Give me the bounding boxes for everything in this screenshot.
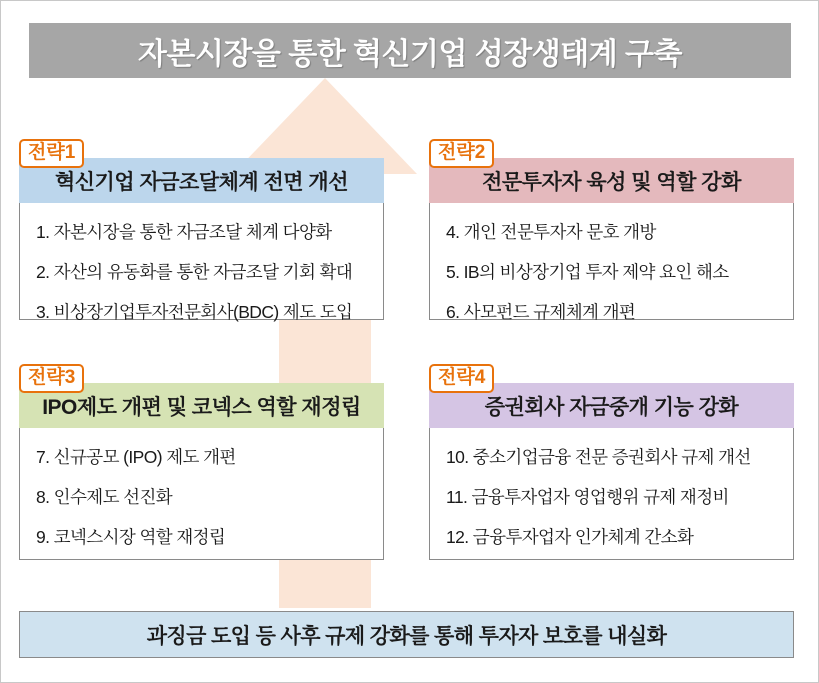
- footer-banner: [19, 611, 794, 658]
- list-item: 6. 사모펀드 규제체계 개편: [446, 302, 636, 322]
- list-item: 4. 개인 전문투자자 문호 개방: [446, 222, 656, 242]
- strategy-badge-2: 전략2: [429, 139, 494, 168]
- strategy-heading-4: 증권회사 자금중개 기능 강화: [429, 383, 794, 428]
- strategy-items-2: [429, 203, 794, 320]
- strategy-badge-1: 전략1: [19, 139, 84, 168]
- list-item: 12. 금융투자업자 인가체계 간소화: [446, 527, 694, 547]
- list-item: 8. 인수제도 선진화: [36, 487, 173, 507]
- strategy-items-3: [19, 428, 384, 560]
- footer-text: 과징금 도입 등 사후 규제 강화를 통해 투자자 보호를 내실화: [146, 624, 667, 648]
- list-item: 1. 자본시장을 통한 자금조달 체계 다양화: [36, 222, 332, 242]
- diagram-title-bar: [29, 23, 791, 78]
- list-item: 5. IB의 비상장기업 투자 제약 요인 해소: [446, 262, 729, 282]
- list-item: 11. 금융투자업자 영업행위 규제 재정비: [446, 487, 729, 507]
- strategy-badge-4: 전략4: [429, 364, 494, 393]
- list-item: 9. 코넥스시장 역할 재정립: [36, 527, 226, 547]
- list-item: 10. 중소기업금융 전문 증권회사 규제 개선: [446, 447, 751, 467]
- strategy-heading-3: IPO제도 개편 및 코넥스 역할 재정립: [19, 383, 384, 428]
- strategy-heading-2: 전문투자자 육성 및 역할 강화: [429, 158, 794, 203]
- list-item: 7. 신규공모 (IPO) 제도 개편: [36, 447, 236, 467]
- list-item: 3. 비상장기업투자전문회사(BDC) 제도 도입: [36, 302, 353, 322]
- strategy-heading-1: 혁신기업 자금조달체계 전면 개선: [19, 158, 384, 203]
- list-item: 2. 자산의 유동화를 통한 자금조달 기회 확대: [36, 262, 353, 282]
- strategy-items-1: [19, 203, 384, 320]
- page-title: 자본시장을 통한 혁신기업 성장생태계 구축: [138, 37, 682, 71]
- strategy-items-4: [429, 428, 794, 560]
- strategy-badge-3: 전략3: [19, 364, 84, 393]
